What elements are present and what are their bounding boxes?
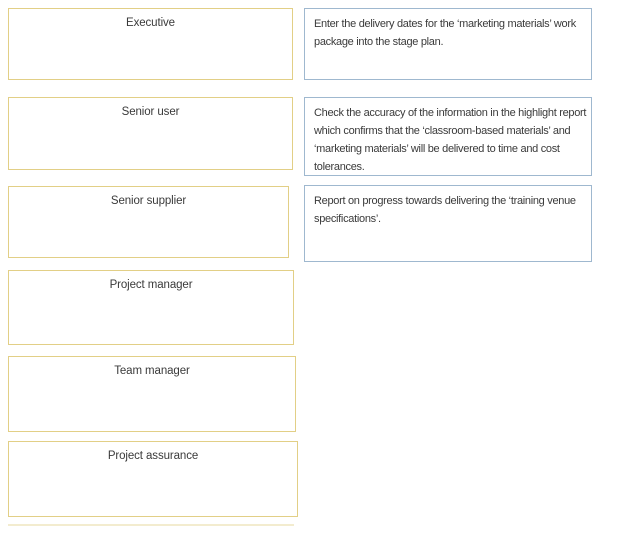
role-label-project-assurance: Project assurance	[107, 450, 199, 462]
role-label-project-manager: Project manager	[109, 279, 193, 291]
role-box-senior-user[interactable]	[8, 97, 293, 170]
role-box-executive[interactable]	[8, 8, 293, 80]
task-text-report-progress: Report on progress towards delivering the ‘training venue specifications’.	[314, 195, 576, 225]
role-box-team-manager[interactable]	[8, 356, 296, 432]
task-text-enter-delivery-dates: Enter the delivery dates for the ‘marketing materials’ work package into the stage plan.	[314, 18, 576, 48]
cutoff-box-top-border	[8, 524, 294, 526]
role-box-project-manager[interactable]	[8, 270, 294, 345]
task-box-enter-delivery-dates[interactable]	[304, 8, 592, 80]
task-box-check-highlight-report[interactable]	[304, 97, 592, 176]
task-text-check-highlight-report: Check the accuracy of the information in the highlight report which confirms that the ‘classroom-based materials’ and ‘marketing materials’ will be delivered to time and cost tolerances.	[314, 107, 587, 173]
role-label-executive: Executive	[126, 17, 175, 29]
role-label-team-manager: Team manager	[114, 365, 190, 377]
role-box-project-assurance[interactable]	[8, 441, 298, 517]
role-box-senior-supplier[interactable]	[8, 186, 289, 258]
role-label-senior-supplier: Senior supplier	[110, 195, 187, 207]
role-label-senior-user: Senior user	[121, 106, 180, 118]
task-box-report-progress[interactable]	[304, 185, 592, 262]
